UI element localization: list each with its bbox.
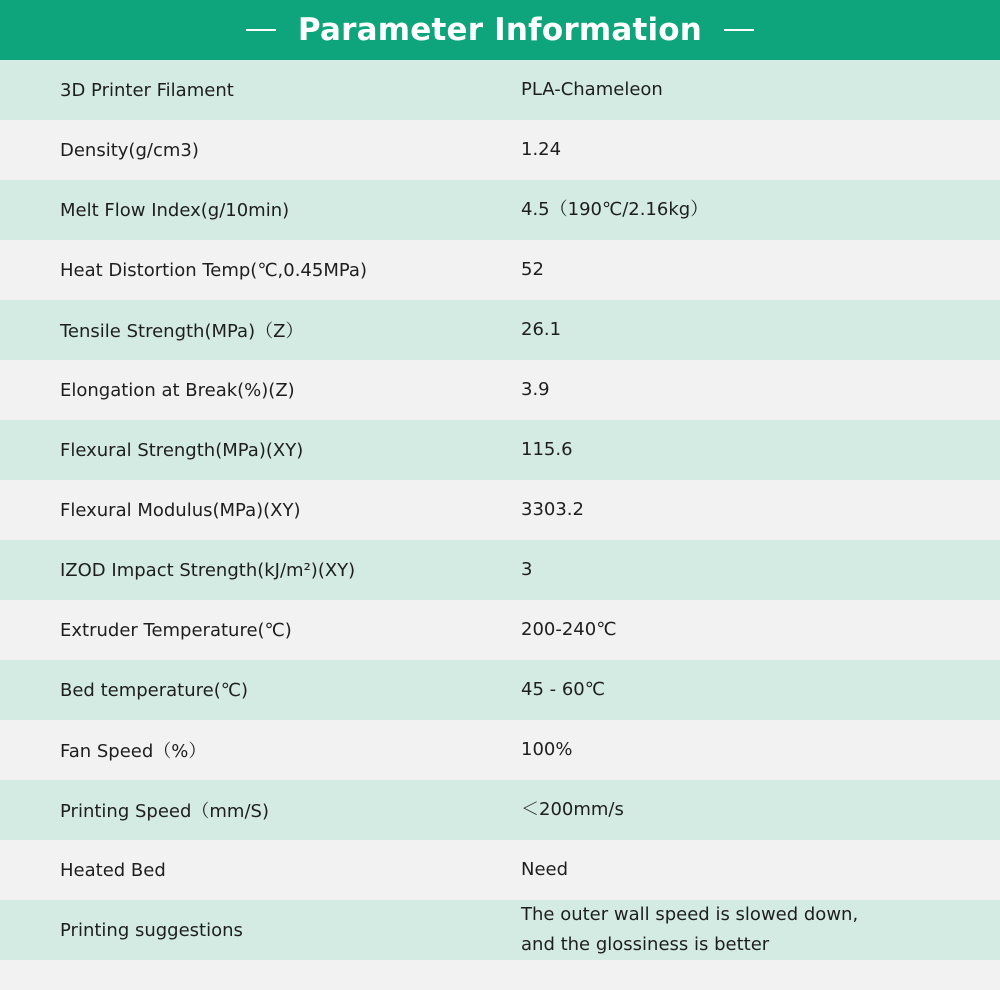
table-row-melt-flow-index <box>0 180 1000 240</box>
table-row-tensile-strength <box>0 300 1000 360</box>
row-value: Need <box>521 859 569 880</box>
page-title: Parameter Information <box>297 12 703 48</box>
suggestion-line-2: and the glossiness is better <box>521 934 770 955</box>
row-label: Fan Speed（%） <box>60 741 207 762</box>
row-value: 3.9 <box>521 379 550 400</box>
parameter-table <box>0 60 1000 960</box>
table-row-heat-distortion-temp <box>0 240 1000 300</box>
row-label: Extruder Temperature(℃) <box>60 619 292 641</box>
row-value: 1.24 <box>521 139 562 160</box>
row-value: ＜200mm/s <box>521 799 624 820</box>
table-row-extruder-temperature <box>0 600 1000 660</box>
header-banner <box>0 0 1000 60</box>
row-label: Tensile Strength(MPa)（Z） <box>60 321 304 342</box>
table-row-flexural-strength <box>0 420 1000 480</box>
row-value: 3 <box>521 559 533 580</box>
row-value <box>521 900 1000 960</box>
row-label: IZOD Impact Strength(kJ/m²)(XY) <box>60 559 356 581</box>
row-value: 4.5（190℃/2.16kg） <box>521 199 709 220</box>
row-value: 26.1 <box>521 319 562 340</box>
row-value: 52 <box>521 259 544 280</box>
row-value: 200-240℃ <box>521 619 617 640</box>
row-label: Printing suggestions <box>60 919 243 941</box>
row-label: Heated Bed <box>60 859 166 881</box>
row-label: Flexural Modulus(MPa)(XY) <box>60 499 301 521</box>
table-row-heated-bed <box>0 840 1000 900</box>
row-label: Flexural Strength(MPa)(XY) <box>60 439 304 461</box>
table-row-fan-speed <box>0 720 1000 780</box>
row-label: Bed temperature(℃) <box>60 679 248 701</box>
right-dash-decoration <box>724 29 754 31</box>
row-label: Density(g/cm3) <box>60 139 199 161</box>
row-label: 3D Printer Filament <box>60 79 234 101</box>
table-row-elongation <box>0 360 1000 420</box>
row-value: PLA-Chameleon <box>521 79 663 100</box>
table-row-izod-impact <box>0 540 1000 600</box>
row-label: Heat Distortion Temp(℃,0.45MPa) <box>60 259 367 281</box>
row-value: 100% <box>521 739 573 760</box>
table-row-flexural-modulus <box>0 480 1000 540</box>
table-row-printing-suggestions <box>0 900 1000 960</box>
table-row-density <box>0 120 1000 180</box>
table-row-filament <box>0 60 1000 120</box>
row-value: 3303.2 <box>521 499 584 520</box>
row-label: Melt Flow Index(g/10min) <box>60 199 290 221</box>
left-dash-decoration <box>246 29 276 31</box>
suggestion-line-1: The outer wall speed is slowed down, <box>521 904 859 925</box>
table-row-bed-temperature <box>0 660 1000 720</box>
row-label: Elongation at Break(%)(Z) <box>60 379 295 401</box>
row-value: 45 - 60℃ <box>521 679 605 700</box>
row-value: 115.6 <box>521 439 573 460</box>
row-label: Printing Speed（mm/S) <box>60 801 269 822</box>
table-row-printing-speed <box>0 780 1000 840</box>
